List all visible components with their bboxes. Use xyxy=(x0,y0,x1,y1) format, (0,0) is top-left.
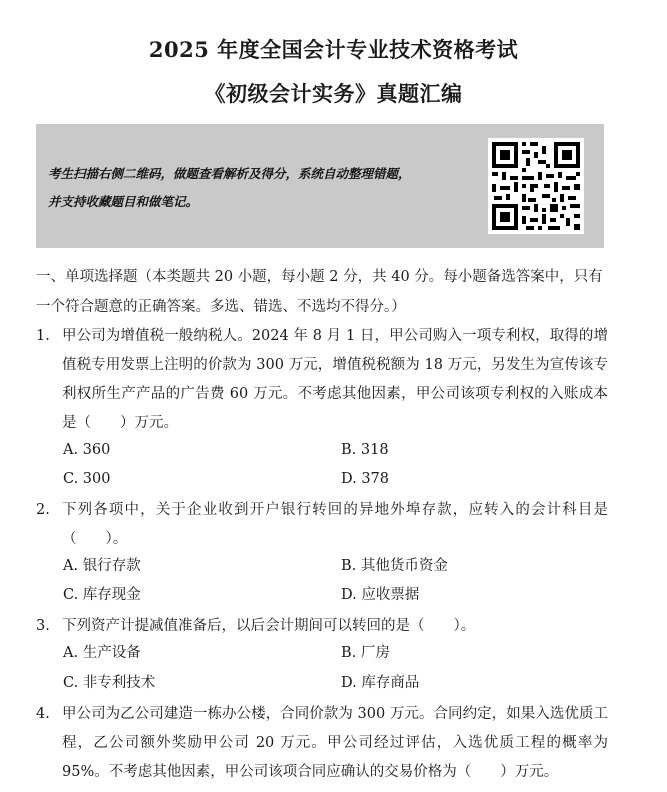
qr-code-graphic xyxy=(488,138,584,234)
option-1b[interactable]: B. 318 xyxy=(341,442,389,458)
option-1a[interactable]: A. 360 xyxy=(63,442,111,458)
qr-code-icon[interactable] xyxy=(488,138,584,234)
document-title: 2025 年度全国会计专业技术资格考试 xyxy=(148,37,519,62)
scan-banner xyxy=(36,124,604,248)
scan-instructions xyxy=(48,160,478,216)
option-1d[interactable]: D. 378 xyxy=(341,471,390,487)
option-3b[interactable]: B. 厂房 xyxy=(341,645,390,661)
section-heading: 一、单项选择题（本类题共 20 小题，每小题 2 分，共 40 分。每小题备选答案中，只有一个符合题意的正确答案。多选、错选、不选均不得分。） xyxy=(36,269,603,315)
option-3d[interactable]: D. 库存商品 xyxy=(341,675,420,691)
scan-instructions-line2: 并支持收藏题目和做笔记。 xyxy=(48,194,199,209)
option-2d[interactable]: D. 应收票据 xyxy=(341,587,420,603)
question-stem: 下列资产计提减值准备后，以后会计期间可以转回的是（ ）。 xyxy=(62,618,476,634)
option-2a[interactable]: A. 银行存款 xyxy=(63,558,141,574)
question-number: 2. xyxy=(36,502,50,518)
question-number: 3. xyxy=(36,618,50,634)
option-2c[interactable]: C. 库存现金 xyxy=(63,587,141,603)
scan-instructions-line1: 考生扫描右侧二维码，做题查看解析及得分，系统自动整理错题， xyxy=(48,166,411,181)
question-number: 1. xyxy=(36,328,50,344)
document-subtitle: 《初级会计实务》真题汇编 xyxy=(204,81,463,106)
question-stem: 甲公司为乙公司建造一栋办公楼，合同价款为 300 万元。合同约定，如果入选优质工程，乙公司额外奖励甲公司 20 万元。甲公司经过评估，入选优质工程的概率为 95%。不考虑其他因素，甲公司该项合同应确认的交易价格为（ ）万元。 xyxy=(62,706,608,780)
option-3c[interactable]: C. 非专利技术 xyxy=(63,675,156,691)
option-1c[interactable]: C. 300 xyxy=(63,471,111,487)
option-2b[interactable]: B. 其他货币资金 xyxy=(341,558,448,574)
question-stem: 下列各项中，关于企业收到开户银行转回的异地外埠存款，应转入的会计科目是（ ）。 xyxy=(62,502,608,547)
option-3a[interactable]: A. 生产设备 xyxy=(63,645,141,661)
question-number: 4. xyxy=(36,706,50,722)
question-stem: 甲公司为增值税一般纳税人。2024 年 8 月 1 日，甲公司购入一项专利权，取得的增值税专用发票上注明的价款为 300 万元，增值税税额为 18 万元，另发生为宣传该专利权所生产产品的广告费 60 万元。不考虑其他因素，甲公司该项专利权的入账成本是（ ）万元。 xyxy=(62,328,608,431)
